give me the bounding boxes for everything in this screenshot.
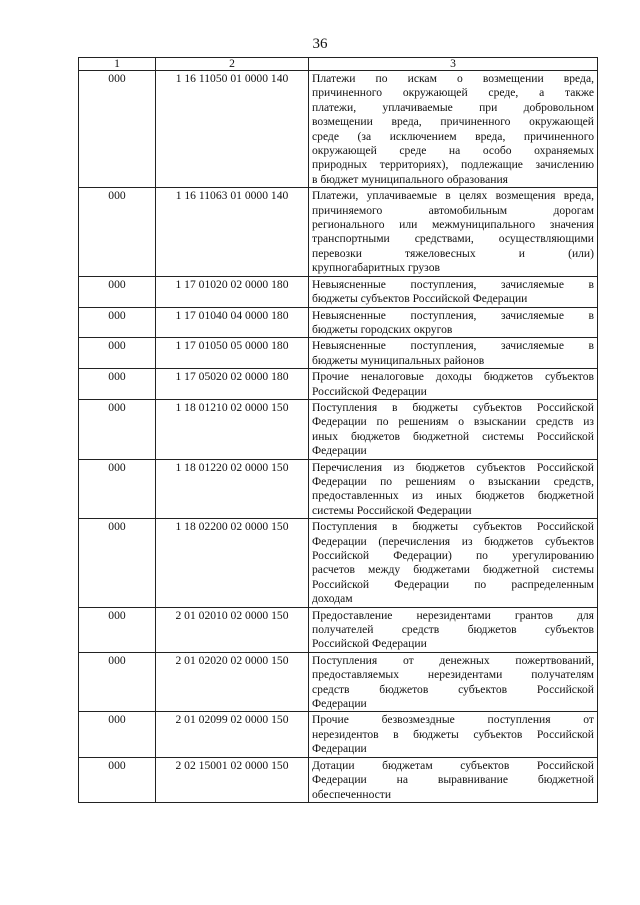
admin-code-cell: 000 [79, 188, 156, 276]
revenue-name-line: крупногабаритных грузов [312, 261, 440, 275]
revenue-name-cell [309, 307, 598, 338]
budget-code-cell: 2 02 15001 02 0000 150 [156, 757, 309, 802]
revenue-name-line: доходам [312, 592, 353, 606]
column-header-1: 1 [79, 58, 156, 71]
revenue-name-cell [309, 757, 598, 802]
revenue-name-line: причиненного окружающей среде, а также [312, 86, 594, 100]
budget-code-cell: 1 16 11050 01 0000 140 [156, 71, 309, 188]
revenue-name-line: Российской Федерации [312, 384, 427, 398]
admin-code-cell: 000 [79, 307, 156, 338]
revenue-name-line: в бюджет муниципального образования [312, 172, 509, 186]
revenue-name-cell [309, 519, 598, 607]
revenue-name-cell [309, 712, 598, 757]
revenue-name-line: иных бюджетов бюджетной системы Российской [312, 429, 594, 443]
revenue-name-line: природных территориях), подлежащие зачислению [312, 158, 594, 172]
revenue-name-line: бюджеты муниципальных районов [312, 353, 485, 367]
admin-code-cell: 000 [79, 276, 156, 307]
revenue-name-line: Невыясненные поступления, зачисляемые в [312, 308, 594, 322]
revenue-name-line: бюджеты субъектов Российской Федерации [312, 292, 528, 306]
budget-code-cell: 2 01 02010 02 0000 150 [156, 607, 309, 652]
revenue-name-line: возмещении вреда, причиненного окружающей [312, 115, 594, 129]
revenue-name-line: средств бюджетов субъектов Российской [312, 682, 594, 696]
revenue-name-line: среде (за исключением вреда, причиненного [312, 129, 594, 143]
revenue-name-line: получателей средств бюджетов субъектов [312, 623, 594, 637]
header-row [79, 58, 598, 71]
admin-code-cell: 000 [79, 607, 156, 652]
budget-code-cell: 1 18 01210 02 0000 150 [156, 399, 309, 459]
revenue-name-line: системы Российской Федерации [312, 503, 472, 517]
revenue-name-line: предоставляемых нерезидентами получателям [312, 668, 594, 682]
revenue-name-line: Невыясненные поступления, зачисляемые в [312, 277, 594, 291]
table-row [79, 369, 598, 400]
budget-code-cell: 1 18 02200 02 0000 150 [156, 519, 309, 607]
admin-code-cell: 000 [79, 369, 156, 400]
revenue-name-line: Прочие неналоговые доходы бюджетов субъектов [312, 370, 594, 384]
admin-code-cell: 000 [79, 459, 156, 519]
revenue-name-line: перевозки тяжеловесных и (или) [312, 246, 594, 260]
revenue-name-line: платежи, уплачиваемые при добровольном [312, 100, 594, 114]
revenue-name-line: Федерации [312, 742, 367, 756]
revenue-name-line: Прочие безвозмездные поступления от [312, 713, 594, 727]
budget-code-cell: 1 17 01020 02 0000 180 [156, 276, 309, 307]
table-row [79, 399, 598, 459]
page-number: 36 [312, 36, 328, 52]
revenue-name-cell [309, 276, 598, 307]
revenue-name-cell [309, 369, 598, 400]
admin-code-cell: 000 [79, 338, 156, 369]
revenue-name-line: транспортными средствами, осуществляющими [312, 232, 594, 246]
revenue-name-line: Российской Федерации по распределенным [312, 577, 594, 591]
revenue-name-line: Перечисления из бюджетов субъектов Российской [312, 460, 594, 474]
revenue-name-line: Российской Федерации) по урегулированию [312, 549, 594, 562]
table-row [79, 71, 598, 188]
revenue-name-cell [309, 71, 598, 188]
budget-classification-table [78, 57, 598, 803]
table-row [79, 307, 598, 338]
admin-code-cell: 000 [79, 71, 156, 188]
revenue-name-line: Предоставление нерезидентами грантов для [312, 608, 594, 622]
revenue-name-cell [309, 459, 598, 519]
revenue-name-line: Дотации бюджетам субъектов Российской [312, 758, 594, 772]
revenue-name-cell [309, 338, 598, 369]
budget-code-cell: 2 01 02020 02 0000 150 [156, 652, 309, 712]
revenue-name-line: Российской Федерации [312, 637, 427, 651]
revenue-name-line: Поступления от денежных пожертвований, [312, 653, 594, 667]
admin-code-cell: 000 [79, 757, 156, 802]
revenue-name-cell [309, 399, 598, 459]
revenue-name-cell [309, 652, 598, 712]
budget-code-cell: 1 17 01040 04 0000 180 [156, 307, 309, 338]
revenue-name-line: Платежи, уплачиваемые в целях возмещения вреда, [312, 189, 594, 203]
revenue-name-line: Поступления в бюджеты субъектов Российской [312, 400, 594, 414]
budget-code-cell: 1 18 01220 02 0000 150 [156, 459, 309, 519]
revenue-name-line: Федерации [312, 444, 367, 458]
table-row [79, 188, 598, 276]
revenue-name-line: Федерации на выравнивание бюджетной [312, 773, 594, 787]
table-row [79, 276, 598, 307]
revenue-name-line: причиняемого автомобильным дорогам [312, 203, 594, 217]
revenue-name-line: Платежи по искам о возмещении вреда, [312, 72, 594, 85]
admin-code-cell: 000 [79, 519, 156, 607]
budget-code-cell: 1 17 01050 05 0000 180 [156, 338, 309, 369]
budget-code-cell: 1 16 11063 01 0000 140 [156, 188, 309, 276]
revenue-name-cell [309, 607, 598, 652]
table-row [79, 607, 598, 652]
table-row [79, 757, 598, 802]
revenue-name-line: окружающей среде на особо охраняемых [312, 144, 594, 158]
column-header-3: 3 [309, 58, 598, 71]
table-row [79, 712, 598, 757]
table-row [79, 519, 598, 607]
revenue-name-line: Федерации по решениям о взыскании средств из [312, 415, 594, 429]
table-row [79, 459, 598, 519]
revenue-name-line: регионального или межмуниципального значения [312, 218, 594, 232]
revenue-name-cell [309, 188, 598, 276]
revenue-name-line: Федерации по решениям о взыскании средств, [312, 474, 594, 488]
revenue-name-line: Федерации [312, 697, 367, 711]
revenue-name-line: Невыясненные поступления, зачисляемые в [312, 339, 594, 353]
budget-code-cell: 1 17 05020 02 0000 180 [156, 369, 309, 400]
admin-code-cell: 000 [79, 399, 156, 459]
revenue-name-line: Поступления в бюджеты субъектов Российской [312, 520, 594, 534]
table-row [79, 652, 598, 712]
revenue-name-line: нерезидентов в бюджеты субъектов Российской [312, 727, 594, 741]
revenue-name-line: обеспеченности [312, 787, 392, 801]
admin-code-cell: 000 [79, 712, 156, 757]
admin-code-cell: 000 [79, 652, 156, 712]
column-header-2: 2 [156, 58, 309, 71]
table-row [79, 338, 598, 369]
budget-code-cell: 2 01 02099 02 0000 150 [156, 712, 309, 757]
revenue-name-line: бюджеты городских округов [312, 322, 453, 336]
revenue-name-line: расчетов между бюджетами бюджетной системы [312, 563, 594, 577]
revenue-name-line: предоставленных из иных бюджетов бюджетной [312, 489, 594, 503]
revenue-name-line: Федерации (перечисления из бюджетов субъектов [312, 534, 594, 548]
